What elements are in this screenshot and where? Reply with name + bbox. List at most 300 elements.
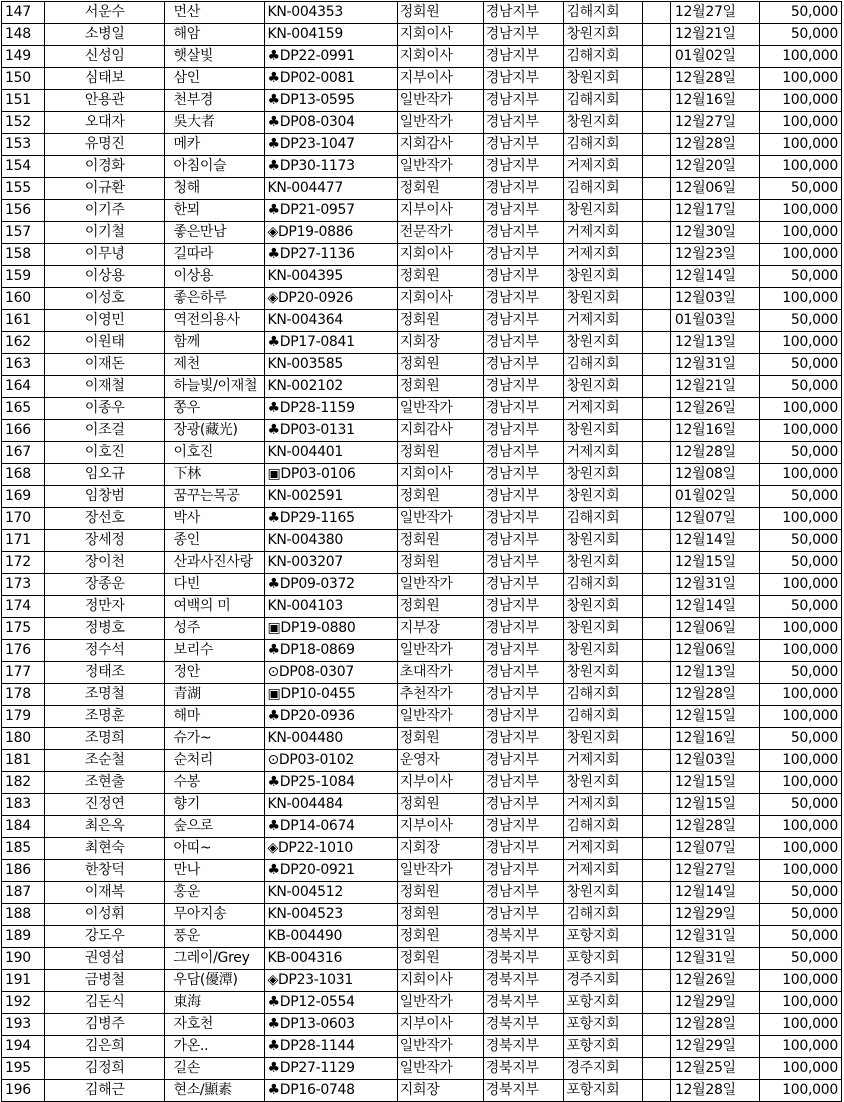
blank-cell xyxy=(642,508,670,530)
member-alias: 보리수 xyxy=(165,640,265,662)
payment-date: 12월15일 xyxy=(670,552,759,574)
blank-cell xyxy=(642,728,670,750)
table-row xyxy=(2,1036,842,1058)
blank-cell xyxy=(642,552,670,574)
table-row xyxy=(2,442,842,464)
local-chapter: 김해지회 xyxy=(564,178,643,200)
member-code: ♣DP23-1047 xyxy=(265,134,397,156)
local-chapter: 김해지회 xyxy=(564,90,643,112)
row-number: 156 xyxy=(2,200,45,222)
blank-cell xyxy=(642,1014,670,1036)
payment-amount: 50,000 xyxy=(760,442,842,464)
member-code: ♣DP14-0674 xyxy=(265,816,397,838)
row-number: 157 xyxy=(2,222,45,244)
blank-cell xyxy=(642,882,670,904)
member-name: 금병철 xyxy=(45,970,165,992)
payment-amount: 100,000 xyxy=(760,1058,842,1080)
table-row xyxy=(2,860,842,882)
member-code: ♣DP28-1159 xyxy=(265,398,397,420)
row-number: 175 xyxy=(2,618,45,640)
member-alias: 아침이슬 xyxy=(165,156,265,178)
payment-amount: 100,000 xyxy=(760,46,842,68)
region-branch: 경남지부 xyxy=(483,860,564,882)
member-code: KN-003207 xyxy=(265,552,397,574)
blank-cell xyxy=(642,486,670,508)
local-chapter: 창원지회 xyxy=(564,112,643,134)
member-alias: 먼산 xyxy=(165,2,265,24)
region-branch: 경남지부 xyxy=(483,398,564,420)
member-name: 이원태 xyxy=(45,332,165,354)
local-chapter: 창원지회 xyxy=(564,464,643,486)
blank-cell xyxy=(642,948,670,970)
table-row xyxy=(2,266,842,288)
payment-date: 12월15일 xyxy=(670,794,759,816)
member-alias: 성주 xyxy=(165,618,265,640)
member-code: KN-004523 xyxy=(265,904,397,926)
payment-amount: 100,000 xyxy=(760,992,842,1014)
payment-amount: 50,000 xyxy=(760,904,842,926)
region-branch: 경남지부 xyxy=(483,728,564,750)
local-chapter: 거제지회 xyxy=(564,398,643,420)
member-alias: 꿈꾸는목공 xyxy=(165,486,265,508)
blank-cell xyxy=(642,46,670,68)
member-rank: 지회장 xyxy=(397,838,483,860)
member-alias: 한뫼 xyxy=(165,200,265,222)
member-name: 정수석 xyxy=(45,640,165,662)
member-alias: 길따라 xyxy=(165,244,265,266)
member-rank: 정회원 xyxy=(397,376,483,398)
region-branch: 경남지부 xyxy=(483,508,564,530)
member-name: 장세정 xyxy=(45,530,165,552)
member-alias: 역전의용사 xyxy=(165,310,265,332)
local-chapter: 창원지회 xyxy=(564,530,643,552)
blank-cell xyxy=(642,1080,670,1102)
payment-date: 12월21일 xyxy=(670,24,759,46)
member-alias: 숲으로 xyxy=(165,816,265,838)
member-alias: 만나 xyxy=(165,860,265,882)
table-row xyxy=(2,376,842,398)
table-row xyxy=(2,1080,842,1102)
payment-amount: 50,000 xyxy=(760,310,842,332)
row-number: 190 xyxy=(2,948,45,970)
payment-date: 01월02일 xyxy=(670,486,759,508)
region-branch: 경남지부 xyxy=(483,640,564,662)
table-row xyxy=(2,992,842,1014)
member-name: 안용관 xyxy=(45,90,165,112)
table-row xyxy=(2,684,842,706)
blank-cell xyxy=(642,596,670,618)
payment-amount: 100,000 xyxy=(760,134,842,156)
payment-amount: 100,000 xyxy=(760,772,842,794)
member-rank: 지회장 xyxy=(397,332,483,354)
row-number: 148 xyxy=(2,24,45,46)
member-name: 진정연 xyxy=(45,794,165,816)
member-code: ♣DP27-1136 xyxy=(265,244,397,266)
local-chapter: 거제지회 xyxy=(564,244,643,266)
payment-amount: 100,000 xyxy=(760,244,842,266)
blank-cell xyxy=(642,860,670,882)
local-chapter: 창원지회 xyxy=(564,266,643,288)
payment-amount: 50,000 xyxy=(760,728,842,750)
payment-date: 12월07일 xyxy=(670,508,759,530)
payment-date: 12월28일 xyxy=(670,684,759,706)
region-branch: 경남지부 xyxy=(483,530,564,552)
table-row xyxy=(2,24,842,46)
member-code: ♣DP20-0921 xyxy=(265,860,397,882)
blank-cell xyxy=(642,464,670,486)
member-rank: 지회장 xyxy=(397,1080,483,1102)
member-code: ♣DP25-1084 xyxy=(265,772,397,794)
member-name: 이성휘 xyxy=(45,904,165,926)
local-chapter: 김해지회 xyxy=(564,508,643,530)
member-rank: 전문작가 xyxy=(397,222,483,244)
table-row xyxy=(2,68,842,90)
payment-amount: 100,000 xyxy=(760,640,842,662)
blank-cell xyxy=(642,970,670,992)
member-alias: 현소/顯素 xyxy=(165,1080,265,1102)
blank-cell xyxy=(642,200,670,222)
region-branch: 경남지부 xyxy=(483,222,564,244)
local-chapter: 김해지회 xyxy=(564,684,643,706)
row-number: 178 xyxy=(2,684,45,706)
member-name: 이경화 xyxy=(45,156,165,178)
row-number: 169 xyxy=(2,486,45,508)
member-code: ♣DP12-0554 xyxy=(265,992,397,1014)
member-name: 신성임 xyxy=(45,46,165,68)
member-rank: 일반작가 xyxy=(397,1058,483,1080)
table-body xyxy=(2,2,842,1102)
member-name: 김병주 xyxy=(45,1014,165,1036)
payment-date: 12월29일 xyxy=(670,992,759,1014)
region-branch: 경남지부 xyxy=(483,2,564,24)
row-number: 153 xyxy=(2,134,45,156)
member-rank: 정회원 xyxy=(397,926,483,948)
member-name: 권영섭 xyxy=(45,948,165,970)
member-name: 최현숙 xyxy=(45,838,165,860)
payment-date: 12월13일 xyxy=(670,332,759,354)
row-number: 172 xyxy=(2,552,45,574)
member-name: 최은옥 xyxy=(45,816,165,838)
region-branch: 경남지부 xyxy=(483,574,564,596)
member-rank: 정회원 xyxy=(397,794,483,816)
member-code: KN-002102 xyxy=(265,376,397,398)
member-code: ♣DP02-0081 xyxy=(265,68,397,90)
member-code: KN-004480 xyxy=(265,728,397,750)
local-chapter: 창원지회 xyxy=(564,596,643,618)
table-row xyxy=(2,178,842,200)
member-code: KN-004401 xyxy=(265,442,397,464)
member-alias: 천부경 xyxy=(165,90,265,112)
region-branch: 경남지부 xyxy=(483,816,564,838)
blank-cell xyxy=(642,1036,670,1058)
payment-date: 12월28일 xyxy=(670,442,759,464)
payment-date: 12월08일 xyxy=(670,464,759,486)
member-name: 이종우 xyxy=(45,398,165,420)
table-row xyxy=(2,46,842,68)
local-chapter: 창원지회 xyxy=(564,640,643,662)
member-code: KN-002591 xyxy=(265,486,397,508)
row-number: 176 xyxy=(2,640,45,662)
local-chapter: 포항지회 xyxy=(564,948,643,970)
member-name: 심태보 xyxy=(45,68,165,90)
blank-cell xyxy=(642,904,670,926)
member-code: ♣DP09-0372 xyxy=(265,574,397,596)
payment-amount: 100,000 xyxy=(760,90,842,112)
row-number: 161 xyxy=(2,310,45,332)
member-alias: 종인 xyxy=(165,530,265,552)
member-name: 장선호 xyxy=(45,508,165,530)
member-fee-table xyxy=(1,1,842,1102)
row-number: 196 xyxy=(2,1080,45,1102)
region-branch: 경남지부 xyxy=(483,178,564,200)
local-chapter: 거제지회 xyxy=(564,156,643,178)
local-chapter: 거제지회 xyxy=(564,860,643,882)
region-branch: 경북지부 xyxy=(483,1058,564,1080)
row-number: 186 xyxy=(2,860,45,882)
member-name: 김정희 xyxy=(45,1058,165,1080)
blank-cell xyxy=(642,816,670,838)
table-row xyxy=(2,662,842,684)
local-chapter: 포항지회 xyxy=(564,992,643,1014)
local-chapter: 창원지회 xyxy=(564,200,643,222)
blank-cell xyxy=(642,266,670,288)
member-code: ♣DP27-1129 xyxy=(265,1058,397,1080)
member-name: 조순철 xyxy=(45,750,165,772)
region-branch: 경남지부 xyxy=(483,706,564,728)
table-row xyxy=(2,596,842,618)
member-rank: 정회원 xyxy=(397,266,483,288)
row-number: 188 xyxy=(2,904,45,926)
row-number: 185 xyxy=(2,838,45,860)
payment-amount: 50,000 xyxy=(760,882,842,904)
row-number: 194 xyxy=(2,1036,45,1058)
table-row xyxy=(2,772,842,794)
member-rank: 일반작가 xyxy=(397,156,483,178)
table-row xyxy=(2,354,842,376)
payment-date: 12월29일 xyxy=(670,1036,759,1058)
payment-amount: 100,000 xyxy=(760,200,842,222)
member-name: 이무녕 xyxy=(45,244,165,266)
member-rank: 정회원 xyxy=(397,442,483,464)
payment-date: 12월06일 xyxy=(670,178,759,200)
member-rank: 정회원 xyxy=(397,354,483,376)
member-rank: 정회원 xyxy=(397,310,483,332)
table-row xyxy=(2,310,842,332)
member-name: 이재돈 xyxy=(45,354,165,376)
member-name: 김해근 xyxy=(45,1080,165,1102)
member-rank: 일반작가 xyxy=(397,112,483,134)
blank-cell xyxy=(642,2,670,24)
member-code: ♣DP29-1165 xyxy=(265,508,397,530)
member-rank: 일반작가 xyxy=(397,640,483,662)
blank-cell xyxy=(642,310,670,332)
local-chapter: 창원지회 xyxy=(564,772,643,794)
local-chapter: 거제지회 xyxy=(564,838,643,860)
member-code: ▣DP19-0880 xyxy=(265,618,397,640)
row-number: 187 xyxy=(2,882,45,904)
blank-cell xyxy=(642,68,670,90)
payment-amount: 100,000 xyxy=(760,838,842,860)
region-branch: 경북지부 xyxy=(483,992,564,1014)
local-chapter: 창원지회 xyxy=(564,552,643,574)
table-row xyxy=(2,156,842,178)
local-chapter: 김해지회 xyxy=(564,706,643,728)
member-alias: 다빈 xyxy=(165,574,265,596)
region-branch: 경남지부 xyxy=(483,442,564,464)
payment-amount: 50,000 xyxy=(760,354,842,376)
payment-amount: 100,000 xyxy=(760,1036,842,1058)
local-chapter: 창원지회 xyxy=(564,332,643,354)
member-code: ◈DP19-0886 xyxy=(265,222,397,244)
payment-date: 12월20일 xyxy=(670,156,759,178)
row-number: 182 xyxy=(2,772,45,794)
payment-amount: 100,000 xyxy=(760,706,842,728)
row-number: 189 xyxy=(2,926,45,948)
blank-cell xyxy=(642,134,670,156)
member-rank: 지회감사 xyxy=(397,134,483,156)
blank-cell xyxy=(642,530,670,552)
member-alias: 함께 xyxy=(165,332,265,354)
region-branch: 경남지부 xyxy=(483,266,564,288)
row-number: 174 xyxy=(2,596,45,618)
member-alias: 吳大者 xyxy=(165,112,265,134)
member-name: 이영민 xyxy=(45,310,165,332)
member-alias: 東海 xyxy=(165,992,265,1014)
member-name: 정태조 xyxy=(45,662,165,684)
row-number: 151 xyxy=(2,90,45,112)
member-code: KN-004395 xyxy=(265,266,397,288)
local-chapter: 창원지회 xyxy=(564,728,643,750)
payment-date: 01월03일 xyxy=(670,310,759,332)
region-branch: 경남지부 xyxy=(483,332,564,354)
member-rank: 정회원 xyxy=(397,596,483,618)
blank-cell xyxy=(642,376,670,398)
payment-amount: 100,000 xyxy=(760,618,842,640)
payment-date: 12월31일 xyxy=(670,948,759,970)
table-row xyxy=(2,574,842,596)
member-alias: 여백의 미 xyxy=(165,596,265,618)
table-row xyxy=(2,706,842,728)
member-name: 이기주 xyxy=(45,200,165,222)
payment-date: 12월30일 xyxy=(670,222,759,244)
member-code: KN-004364 xyxy=(265,310,397,332)
region-branch: 경남지부 xyxy=(483,794,564,816)
payment-amount: 100,000 xyxy=(760,222,842,244)
local-chapter: 창원지회 xyxy=(564,376,643,398)
payment-amount: 100,000 xyxy=(760,750,842,772)
member-alias: 향기 xyxy=(165,794,265,816)
blank-cell xyxy=(642,244,670,266)
blank-cell xyxy=(642,640,670,662)
member-code: ⊙DP03-0102 xyxy=(265,750,397,772)
member-code: ♣DP03-0131 xyxy=(265,420,397,442)
row-number: 179 xyxy=(2,706,45,728)
region-branch: 경남지부 xyxy=(483,134,564,156)
payment-date: 12월28일 xyxy=(670,1080,759,1102)
member-rank: 지회이사 xyxy=(397,970,483,992)
payment-amount: 100,000 xyxy=(760,398,842,420)
payment-date: 12월03일 xyxy=(670,750,759,772)
member-code: KN-004159 xyxy=(265,24,397,46)
blank-cell xyxy=(642,222,670,244)
payment-amount: 100,000 xyxy=(760,508,842,530)
blank-cell xyxy=(642,838,670,860)
member-rank: 일반작가 xyxy=(397,574,483,596)
table-row xyxy=(2,816,842,838)
member-rank: 정회원 xyxy=(397,552,483,574)
row-number: 165 xyxy=(2,398,45,420)
payment-date: 12월15일 xyxy=(670,706,759,728)
blank-cell xyxy=(642,684,670,706)
payment-amount: 50,000 xyxy=(760,486,842,508)
region-branch: 경남지부 xyxy=(483,684,564,706)
payment-amount: 100,000 xyxy=(760,684,842,706)
table-row xyxy=(2,794,842,816)
member-name: 정만자 xyxy=(45,596,165,618)
blank-cell xyxy=(642,398,670,420)
member-alias: 青湖 xyxy=(165,684,265,706)
payment-date: 12월14일 xyxy=(670,882,759,904)
region-branch: 경남지부 xyxy=(483,420,564,442)
member-code: ♣DP30-1173 xyxy=(265,156,397,178)
table-row xyxy=(2,134,842,156)
payment-amount: 50,000 xyxy=(760,948,842,970)
table-row xyxy=(2,1014,842,1036)
payment-amount: 100,000 xyxy=(760,860,842,882)
local-chapter: 김해지회 xyxy=(564,134,643,156)
row-number: 195 xyxy=(2,1058,45,1080)
local-chapter: 김해지회 xyxy=(564,2,643,24)
region-branch: 경남지부 xyxy=(483,596,564,618)
blank-cell xyxy=(642,772,670,794)
payment-amount: 50,000 xyxy=(760,266,842,288)
region-branch: 경남지부 xyxy=(483,376,564,398)
region-branch: 경남지부 xyxy=(483,156,564,178)
table-row xyxy=(2,112,842,134)
member-code: ♣DP08-0304 xyxy=(265,112,397,134)
region-branch: 경남지부 xyxy=(483,552,564,574)
blank-cell xyxy=(642,992,670,1014)
member-rank: 지회감사 xyxy=(397,420,483,442)
member-alias: 슈가~ xyxy=(165,728,265,750)
blank-cell xyxy=(642,288,670,310)
local-chapter: 거제지회 xyxy=(564,222,643,244)
region-branch: 경남지부 xyxy=(483,310,564,332)
blank-cell xyxy=(642,332,670,354)
member-alias: 쫑우 xyxy=(165,398,265,420)
member-rank: 지부이사 xyxy=(397,1014,483,1036)
region-branch: 경남지부 xyxy=(483,244,564,266)
payment-amount: 50,000 xyxy=(760,530,842,552)
member-name: 이규환 xyxy=(45,178,165,200)
row-number: 192 xyxy=(2,992,45,1014)
payment-date: 12월27일 xyxy=(670,860,759,882)
payment-date: 12월29일 xyxy=(670,904,759,926)
payment-amount: 50,000 xyxy=(760,552,842,574)
member-alias: 청해 xyxy=(165,178,265,200)
row-number: 155 xyxy=(2,178,45,200)
payment-date: 12월14일 xyxy=(670,596,759,618)
local-chapter: 김해지회 xyxy=(564,904,643,926)
member-rank: 정회원 xyxy=(397,904,483,926)
member-alias: 메카 xyxy=(165,134,265,156)
payment-amount: 100,000 xyxy=(760,464,842,486)
local-chapter: 거제지회 xyxy=(564,750,643,772)
local-chapter: 경주지회 xyxy=(564,1058,643,1080)
row-number: 184 xyxy=(2,816,45,838)
member-code: KB-004490 xyxy=(265,926,397,948)
table-row xyxy=(2,398,842,420)
